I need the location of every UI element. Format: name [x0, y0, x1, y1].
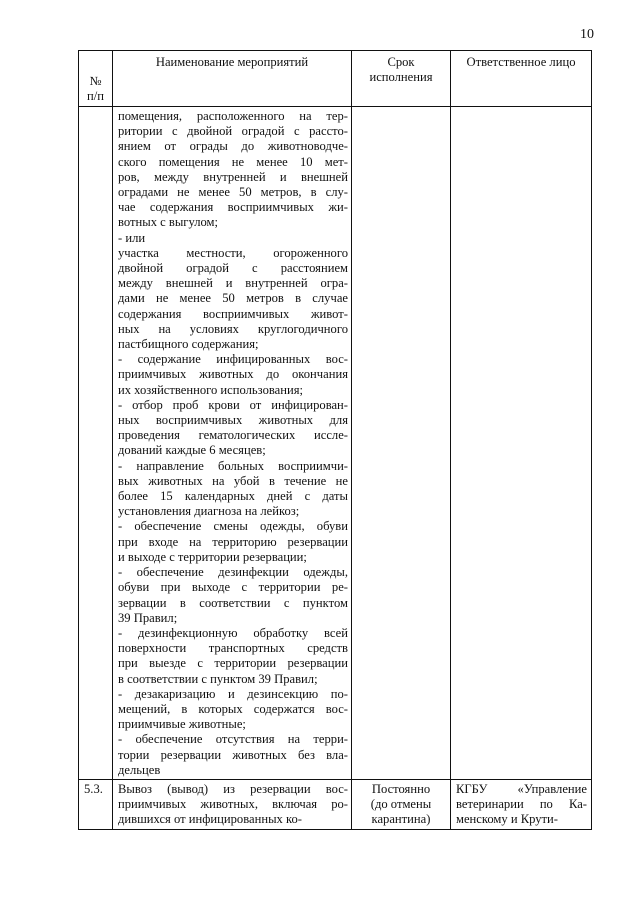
- text-line: карантина): [371, 812, 431, 827]
- table-header-row: [79, 51, 592, 107]
- text-line: - обеспечение отсутствия на терри-: [118, 732, 348, 747]
- text-line: ветеринарии по Ка-: [456, 797, 587, 812]
- text-line: - обеспечение дезинфекции одежды,: [118, 565, 348, 580]
- text-line: приимчивых животных до окончания: [118, 367, 348, 382]
- cell-term-empty: [352, 107, 451, 780]
- text-line: и выходе с территории резервации;: [118, 549, 307, 564]
- text-line: мещений, в которых содержатся вос-: [118, 701, 348, 716]
- text-line: обуви при выходе с территории ре-: [118, 580, 348, 595]
- text-line: более 15 календарных дней с даты: [118, 489, 348, 504]
- header-term-line-2: исполнения: [369, 70, 433, 85]
- text-line: дований каждые 6 месяцев;: [118, 443, 266, 458]
- text-line: зервации в соответствии с пунктом: [118, 595, 348, 610]
- text-line: помещения, расположенного на тер-: [118, 109, 348, 123]
- header-name: Наименование мероприятий: [113, 51, 352, 107]
- text-line: - отбор проб крови от инфицирован-: [118, 397, 348, 412]
- text-line: Вывоз (вывод) из резервации вос-: [118, 781, 348, 796]
- cell-term-5-3: [352, 779, 451, 829]
- text-line: дельцев: [118, 762, 161, 777]
- text-line: приимчивые животные;: [118, 717, 246, 732]
- text-line: при входе на территорию резервации: [118, 534, 348, 549]
- text-line: дами не менее 50 метров в случае: [118, 291, 348, 306]
- text-line: - направление больных восприимчи-: [118, 458, 348, 473]
- text-line: - дезакаризацию и дезинсекцию по-: [118, 686, 348, 701]
- text-line: ных на условиях круглогодичного: [118, 321, 348, 336]
- cell-measures-continuation: [113, 107, 352, 780]
- text-line: 39 Правил;: [118, 610, 178, 625]
- cell-number-5-3: 5.3.: [79, 779, 113, 829]
- text-line: в соответствии с пунктом 39 Правил;: [118, 671, 318, 686]
- text-line: ных восприимчивых животных для: [118, 413, 348, 428]
- measures-table: [78, 50, 592, 830]
- text-line: вых животных на убой в течение не: [118, 473, 348, 488]
- text-line: Постоянно: [371, 781, 431, 796]
- text-line: - или: [118, 230, 146, 245]
- text-line: ров, между внутренней и внешней: [118, 169, 348, 184]
- text-line: при выезде с территории резервации: [118, 656, 348, 671]
- text-line: чае содержания восприимчивых жи-: [118, 200, 348, 215]
- text-line: пастбищного содержания;: [118, 337, 259, 352]
- text-line: двойной оградой с расстоянием: [118, 261, 348, 276]
- text-line: тории резервации животных без вла-: [118, 747, 348, 762]
- header-responsible: Ответственное лицо: [451, 51, 592, 107]
- page-number: 10: [580, 27, 594, 42]
- cell-number-empty: [79, 107, 113, 780]
- header-term: [352, 51, 451, 107]
- text-line: установления диагноза на лейкоз;: [118, 504, 300, 519]
- cell-responsible-empty: [451, 107, 592, 780]
- text-line: дившихся от инфицированных ко-: [118, 812, 302, 827]
- table-row-5-3: [79, 779, 592, 829]
- table-row-continuation: [79, 107, 592, 780]
- text-line: приимчивых животных, включая ро-: [118, 797, 348, 812]
- text-line: поверхности транспортных средств: [118, 641, 348, 656]
- text-line: их хозяйственного использования;: [118, 382, 304, 397]
- text-line: КГБУ «Управление: [456, 781, 587, 796]
- text-line: менскому и Крути-: [456, 812, 558, 827]
- text-line: ского помещения не менее 10 мет-: [118, 154, 348, 169]
- text-line: участка местности, огороженного: [118, 245, 348, 260]
- text-line: проведения гематологических иссле-: [118, 428, 348, 443]
- header-term-line-1: Срок: [387, 55, 415, 69]
- header-number: [79, 51, 113, 107]
- header-number-line-2: п/п: [87, 88, 104, 103]
- text-line: янием от ограды до животноводче-: [118, 139, 348, 154]
- text-line: - обеспечение смены одежды, обуви: [118, 519, 348, 534]
- cell-measures-5-3: [113, 779, 352, 829]
- text-line: оградами не менее 50 метров, в слу-: [118, 185, 348, 200]
- text-line: - дезинфекционную обработку всей: [118, 625, 348, 640]
- text-line: содержания восприимчивых живот-: [118, 306, 348, 321]
- header-number-line-1: №: [89, 73, 102, 88]
- text-line: между внешней и внутренней огра-: [118, 276, 348, 291]
- text-line: ритории с двойной оградой с рассто-: [118, 124, 348, 139]
- text-line: - содержание инфицированных вос-: [118, 352, 348, 367]
- text-line: (до отмены: [370, 797, 432, 812]
- cell-responsible-5-3: [451, 779, 592, 829]
- text-line: вотных с выгулом;: [118, 215, 219, 230]
